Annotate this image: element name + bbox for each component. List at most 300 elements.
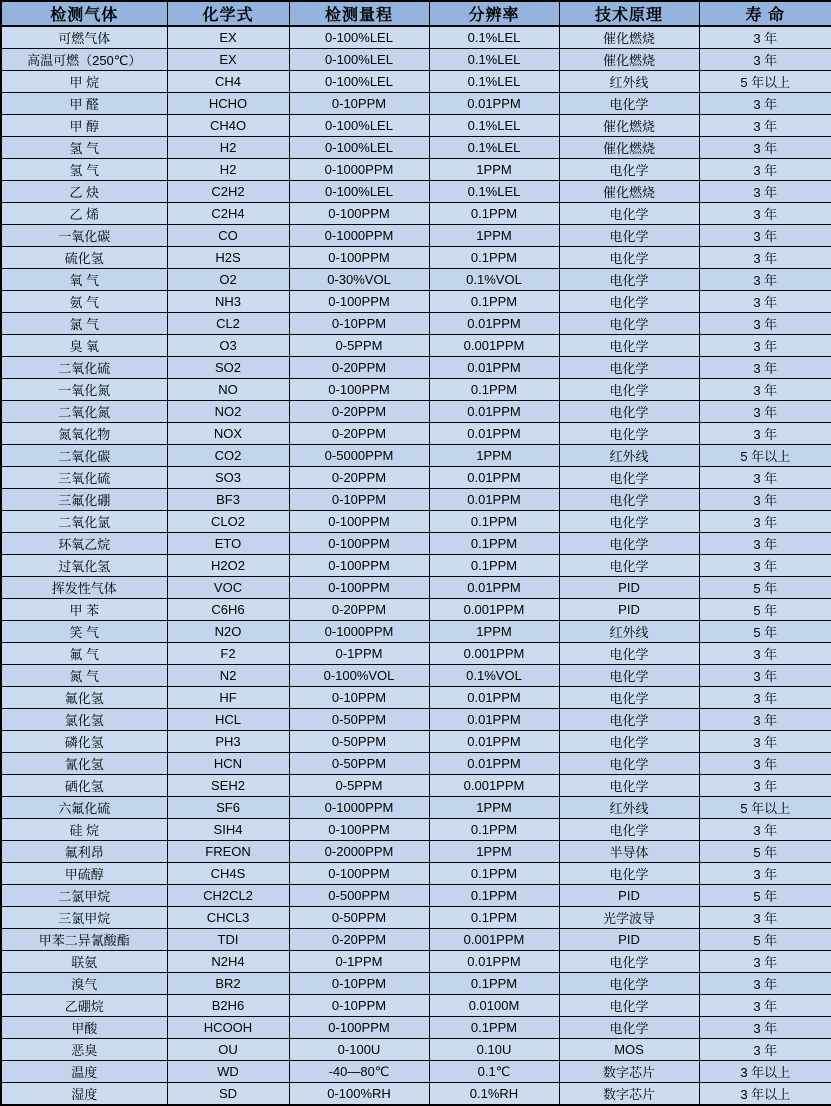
technical-principle-cell: 电化学 bbox=[559, 489, 699, 511]
gas-name-cell: 溴气 bbox=[1, 973, 167, 995]
resolution-cell: 0.001PPM bbox=[429, 775, 559, 797]
detection-range-cell: 0-10PPM bbox=[289, 687, 429, 709]
chemical-formula-cell: CL2 bbox=[167, 313, 289, 335]
detection-range-cell: 0-10PPM bbox=[289, 93, 429, 115]
table-row bbox=[1, 1017, 831, 1039]
chemical-formula-cell: N2 bbox=[167, 665, 289, 687]
chemical-formula-cell: NO bbox=[167, 379, 289, 401]
chemical-formula-cell: CLO2 bbox=[167, 511, 289, 533]
technical-principle-cell: 数字芯片 bbox=[559, 1083, 699, 1106]
technical-principle-cell: 红外线 bbox=[559, 797, 699, 819]
chemical-formula-cell: O2 bbox=[167, 269, 289, 291]
lifespan-cell: 3 年 bbox=[699, 247, 831, 269]
chemical-formula-cell: ETO bbox=[167, 533, 289, 555]
chemical-formula-cell: CO bbox=[167, 225, 289, 247]
table-row bbox=[1, 467, 831, 489]
chemical-formula-cell: FREON bbox=[167, 841, 289, 863]
chemical-formula-cell: SIH4 bbox=[167, 819, 289, 841]
detection-range-cell: 0-1000PPM bbox=[289, 797, 429, 819]
resolution-cell: 0.1%LEL bbox=[429, 49, 559, 71]
resolution-cell: 0.1%VOL bbox=[429, 269, 559, 291]
header-lifespan: 寿 命 bbox=[699, 1, 831, 26]
table-row bbox=[1, 819, 831, 841]
chemical-formula-cell: CHCL3 bbox=[167, 907, 289, 929]
table-header bbox=[1, 1, 831, 26]
resolution-cell: 0.1PPM bbox=[429, 885, 559, 907]
table-row bbox=[1, 621, 831, 643]
detection-range-cell: 0-20PPM bbox=[289, 423, 429, 445]
table-row bbox=[1, 115, 831, 137]
gas-name-cell: 甲 苯 bbox=[1, 599, 167, 621]
resolution-cell: 0.1PPM bbox=[429, 247, 559, 269]
lifespan-cell: 3 年 bbox=[699, 269, 831, 291]
table-row bbox=[1, 995, 831, 1017]
technical-principle-cell: 电化学 bbox=[559, 863, 699, 885]
chemical-formula-cell: HCHO bbox=[167, 93, 289, 115]
resolution-cell: 0.1%LEL bbox=[429, 181, 559, 203]
technical-principle-cell: 催化燃烧 bbox=[559, 49, 699, 71]
resolution-cell: 0.001PPM bbox=[429, 643, 559, 665]
table-row bbox=[1, 841, 831, 863]
lifespan-cell: 3 年 bbox=[699, 753, 831, 775]
resolution-cell: 0.001PPM bbox=[429, 929, 559, 951]
detection-range-cell: 0-100PPM bbox=[289, 291, 429, 313]
technical-principle-cell: 电化学 bbox=[559, 731, 699, 753]
lifespan-cell: 3 年 bbox=[699, 555, 831, 577]
chemical-formula-cell: CH2CL2 bbox=[167, 885, 289, 907]
lifespan-cell: 3 年 bbox=[699, 951, 831, 973]
technical-principle-cell: 电化学 bbox=[559, 313, 699, 335]
resolution-cell: 0.1%LEL bbox=[429, 115, 559, 137]
chemical-formula-cell: WD bbox=[167, 1061, 289, 1083]
gas-name-cell: 氯 气 bbox=[1, 313, 167, 335]
header-detection-range: 检测量程 bbox=[289, 1, 429, 26]
table-row bbox=[1, 401, 831, 423]
lifespan-cell: 3 年 bbox=[699, 907, 831, 929]
lifespan-cell: 5 年 bbox=[699, 885, 831, 907]
resolution-cell: 0.01PPM bbox=[429, 467, 559, 489]
lifespan-cell: 5 年 bbox=[699, 841, 831, 863]
table-row bbox=[1, 49, 831, 71]
detection-range-cell: 0-100PPM bbox=[289, 1017, 429, 1039]
chemical-formula-cell: SEH2 bbox=[167, 775, 289, 797]
lifespan-cell: 3 年 bbox=[699, 665, 831, 687]
gas-name-cell: 氨 气 bbox=[1, 291, 167, 313]
resolution-cell: 0.1PPM bbox=[429, 863, 559, 885]
chemical-formula-cell: NOX bbox=[167, 423, 289, 445]
technical-principle-cell: 电化学 bbox=[559, 951, 699, 973]
resolution-cell: 0.01PPM bbox=[429, 401, 559, 423]
resolution-cell: 0.1%LEL bbox=[429, 26, 559, 49]
header-row bbox=[1, 1, 831, 26]
chemical-formula-cell: O3 bbox=[167, 335, 289, 357]
technical-principle-cell: 半导体 bbox=[559, 841, 699, 863]
lifespan-cell: 3 年以上 bbox=[699, 1083, 831, 1106]
technical-principle-cell: 电化学 bbox=[559, 775, 699, 797]
detection-range-cell: 0-10PPM bbox=[289, 489, 429, 511]
technical-principle-cell: 电化学 bbox=[559, 379, 699, 401]
technical-principle-cell: 红外线 bbox=[559, 71, 699, 93]
lifespan-cell: 3 年 bbox=[699, 115, 831, 137]
chemical-formula-cell: SO2 bbox=[167, 357, 289, 379]
chemical-formula-cell: CH4O bbox=[167, 115, 289, 137]
resolution-cell: 0.01PPM bbox=[429, 423, 559, 445]
lifespan-cell: 3 年 bbox=[699, 687, 831, 709]
gas-name-cell: 二氧化碳 bbox=[1, 445, 167, 467]
gas-name-cell: 氯化氢 bbox=[1, 709, 167, 731]
gas-name-cell: 氟化氢 bbox=[1, 687, 167, 709]
table-row bbox=[1, 753, 831, 775]
resolution-cell: 0.001PPM bbox=[429, 335, 559, 357]
detection-range-cell: 0-5PPM bbox=[289, 335, 429, 357]
table-row bbox=[1, 313, 831, 335]
technical-principle-cell: 数字芯片 bbox=[559, 1061, 699, 1083]
table-row bbox=[1, 291, 831, 313]
detection-range-cell: 0-20PPM bbox=[289, 467, 429, 489]
resolution-cell: 0.1PPM bbox=[429, 291, 559, 313]
gas-name-cell: 二氧化氮 bbox=[1, 401, 167, 423]
detection-range-cell: 0-100%LEL bbox=[289, 181, 429, 203]
table-row bbox=[1, 555, 831, 577]
header-technical-principle: 技术原理 bbox=[559, 1, 699, 26]
detection-range-cell: 0-1PPM bbox=[289, 643, 429, 665]
table-row bbox=[1, 445, 831, 467]
detection-range-cell: 0-100PPM bbox=[289, 819, 429, 841]
chemical-formula-cell: BR2 bbox=[167, 973, 289, 995]
chemical-formula-cell: N2O bbox=[167, 621, 289, 643]
detection-range-cell: 0-100%LEL bbox=[289, 26, 429, 49]
resolution-cell: 0.01PPM bbox=[429, 357, 559, 379]
gas-name-cell: 湿度 bbox=[1, 1083, 167, 1106]
detection-range-cell: 0-100PPM bbox=[289, 555, 429, 577]
table-row bbox=[1, 26, 831, 49]
detection-range-cell: 0-1000PPM bbox=[289, 225, 429, 247]
chemical-formula-cell: C6H6 bbox=[167, 599, 289, 621]
gas-name-cell: 二氧化硫 bbox=[1, 357, 167, 379]
detection-range-cell: 0-100%LEL bbox=[289, 71, 429, 93]
detection-range-cell: 0-100PPM bbox=[289, 863, 429, 885]
table-row bbox=[1, 797, 831, 819]
gas-name-cell: 三氧化硫 bbox=[1, 467, 167, 489]
resolution-cell: 0.01PPM bbox=[429, 687, 559, 709]
lifespan-cell: 5 年 bbox=[699, 577, 831, 599]
lifespan-cell: 3 年 bbox=[699, 401, 831, 423]
chemical-formula-cell: SO3 bbox=[167, 467, 289, 489]
table-row bbox=[1, 423, 831, 445]
lifespan-cell: 3 年 bbox=[699, 423, 831, 445]
table-row bbox=[1, 1061, 831, 1083]
chemical-formula-cell: H2O2 bbox=[167, 555, 289, 577]
technical-principle-cell: PID bbox=[559, 577, 699, 599]
resolution-cell: 0.01PPM bbox=[429, 951, 559, 973]
resolution-cell: 1PPM bbox=[429, 621, 559, 643]
resolution-cell: 0.01PPM bbox=[429, 313, 559, 335]
gas-name-cell: 甲 醇 bbox=[1, 115, 167, 137]
detection-range-cell: 0-100PPM bbox=[289, 247, 429, 269]
technical-principle-cell: 电化学 bbox=[559, 533, 699, 555]
technical-principle-cell: 电化学 bbox=[559, 467, 699, 489]
table-row bbox=[1, 731, 831, 753]
header-resolution: 分辨率 bbox=[429, 1, 559, 26]
lifespan-cell: 3 年 bbox=[699, 775, 831, 797]
technical-principle-cell: 电化学 bbox=[559, 665, 699, 687]
gas-name-cell: 可燃气体 bbox=[1, 26, 167, 49]
technical-principle-cell: 电化学 bbox=[559, 203, 699, 225]
lifespan-cell: 3 年 bbox=[699, 159, 831, 181]
chemical-formula-cell: HF bbox=[167, 687, 289, 709]
resolution-cell: 0.1PPM bbox=[429, 1017, 559, 1039]
resolution-cell: 0.1℃ bbox=[429, 1061, 559, 1083]
technical-principle-cell: 电化学 bbox=[559, 335, 699, 357]
detection-range-cell: 0-10PPM bbox=[289, 313, 429, 335]
table-row bbox=[1, 775, 831, 797]
lifespan-cell: 3 年 bbox=[699, 819, 831, 841]
lifespan-cell: 3 年 bbox=[699, 1017, 831, 1039]
table-row bbox=[1, 181, 831, 203]
chemical-formula-cell: CH4S bbox=[167, 863, 289, 885]
table-row bbox=[1, 643, 831, 665]
resolution-cell: 1PPM bbox=[429, 445, 559, 467]
resolution-cell: 0.10U bbox=[429, 1039, 559, 1061]
table-row bbox=[1, 379, 831, 401]
detection-range-cell: 0-100%LEL bbox=[289, 49, 429, 71]
detection-range-cell: 0-20PPM bbox=[289, 599, 429, 621]
resolution-cell: 0.1PPM bbox=[429, 819, 559, 841]
detection-range-cell: 0-100%LEL bbox=[289, 137, 429, 159]
table-row bbox=[1, 71, 831, 93]
technical-principle-cell: 电化学 bbox=[559, 291, 699, 313]
technical-principle-cell: 电化学 bbox=[559, 687, 699, 709]
lifespan-cell: 5 年以上 bbox=[699, 797, 831, 819]
table-row bbox=[1, 357, 831, 379]
resolution-cell: 1PPM bbox=[429, 225, 559, 247]
gas-name-cell: 乙硼烷 bbox=[1, 995, 167, 1017]
chemical-formula-cell: EX bbox=[167, 49, 289, 71]
technical-principle-cell: PID bbox=[559, 885, 699, 907]
detection-range-cell: -40—80℃ bbox=[289, 1061, 429, 1083]
detection-range-cell: 0-30%VOL bbox=[289, 269, 429, 291]
chemical-formula-cell: SD bbox=[167, 1083, 289, 1106]
chemical-formula-cell: OU bbox=[167, 1039, 289, 1061]
gas-name-cell: 过氧化氢 bbox=[1, 555, 167, 577]
chemical-formula-cell: NH3 bbox=[167, 291, 289, 313]
technical-principle-cell: PID bbox=[559, 599, 699, 621]
table-row bbox=[1, 203, 831, 225]
detection-range-cell: 0-50PPM bbox=[289, 731, 429, 753]
resolution-cell: 0.0100M bbox=[429, 995, 559, 1017]
chemical-formula-cell: BF3 bbox=[167, 489, 289, 511]
chemical-formula-cell: HCN bbox=[167, 753, 289, 775]
gas-name-cell: 甲 烷 bbox=[1, 71, 167, 93]
resolution-cell: 0.01PPM bbox=[429, 709, 559, 731]
technical-principle-cell: 电化学 bbox=[559, 753, 699, 775]
table-row bbox=[1, 247, 831, 269]
resolution-cell: 0.1%LEL bbox=[429, 137, 559, 159]
lifespan-cell: 3 年 bbox=[699, 26, 831, 49]
detection-range-cell: 0-50PPM bbox=[289, 907, 429, 929]
resolution-cell: 0.1PPM bbox=[429, 973, 559, 995]
technical-principle-cell: 电化学 bbox=[559, 643, 699, 665]
technical-principle-cell: 红外线 bbox=[559, 621, 699, 643]
gas-name-cell: 二氧化氯 bbox=[1, 511, 167, 533]
detection-range-cell: 0-1000PPM bbox=[289, 621, 429, 643]
detection-range-cell: 0-10PPM bbox=[289, 973, 429, 995]
table-row bbox=[1, 577, 831, 599]
gas-name-cell: 氟 气 bbox=[1, 643, 167, 665]
resolution-cell: 1PPM bbox=[429, 159, 559, 181]
lifespan-cell: 5 年 bbox=[699, 599, 831, 621]
lifespan-cell: 3 年 bbox=[699, 511, 831, 533]
gas-name-cell: 联氨 bbox=[1, 951, 167, 973]
table-row bbox=[1, 885, 831, 907]
table-row bbox=[1, 1083, 831, 1106]
resolution-cell: 0.01PPM bbox=[429, 93, 559, 115]
lifespan-cell: 3 年 bbox=[699, 533, 831, 555]
resolution-cell: 1PPM bbox=[429, 841, 559, 863]
resolution-cell: 0.01PPM bbox=[429, 577, 559, 599]
lifespan-cell: 3 年 bbox=[699, 313, 831, 335]
technical-principle-cell: 电化学 bbox=[559, 423, 699, 445]
table-row bbox=[1, 863, 831, 885]
chemical-formula-cell: F2 bbox=[167, 643, 289, 665]
lifespan-cell: 3 年 bbox=[699, 93, 831, 115]
gas-name-cell: 氢 气 bbox=[1, 159, 167, 181]
technical-principle-cell: 光学波导 bbox=[559, 907, 699, 929]
lifespan-cell: 3 年 bbox=[699, 643, 831, 665]
technical-principle-cell: 电化学 bbox=[559, 995, 699, 1017]
detection-range-cell: 0-100PPM bbox=[289, 511, 429, 533]
table-row bbox=[1, 159, 831, 181]
table-row bbox=[1, 335, 831, 357]
table-row bbox=[1, 951, 831, 973]
resolution-cell: 0.1PPM bbox=[429, 533, 559, 555]
technical-principle-cell: 电化学 bbox=[559, 819, 699, 841]
technical-principle-cell: 催化燃烧 bbox=[559, 181, 699, 203]
technical-principle-cell: 电化学 bbox=[559, 225, 699, 247]
gas-name-cell: 笑 气 bbox=[1, 621, 167, 643]
table-row bbox=[1, 511, 831, 533]
table-row bbox=[1, 489, 831, 511]
technical-principle-cell: 电化学 bbox=[559, 159, 699, 181]
technical-principle-cell: 电化学 bbox=[559, 93, 699, 115]
header-gas-name: 检测气体 bbox=[1, 1, 167, 26]
gas-name-cell: 氮 气 bbox=[1, 665, 167, 687]
resolution-cell: 0.1PPM bbox=[429, 555, 559, 577]
chemical-formula-cell: HCOOH bbox=[167, 1017, 289, 1039]
detection-range-cell: 0-10PPM bbox=[289, 995, 429, 1017]
resolution-cell: 0.1PPM bbox=[429, 511, 559, 533]
table-row bbox=[1, 687, 831, 709]
gas-name-cell: 甲 醛 bbox=[1, 93, 167, 115]
gas-name-cell: 氮氧化物 bbox=[1, 423, 167, 445]
resolution-cell: 0.1%RH bbox=[429, 1083, 559, 1106]
resolution-cell: 0.1PPM bbox=[429, 203, 559, 225]
lifespan-cell: 3 年 bbox=[699, 995, 831, 1017]
gas-name-cell: 温度 bbox=[1, 1061, 167, 1083]
resolution-cell: 0.001PPM bbox=[429, 599, 559, 621]
technical-principle-cell: 电化学 bbox=[559, 555, 699, 577]
detection-range-cell: 0-1PPM bbox=[289, 951, 429, 973]
technical-principle-cell: PID bbox=[559, 929, 699, 951]
resolution-cell: 0.01PPM bbox=[429, 731, 559, 753]
table-row bbox=[1, 907, 831, 929]
chemical-formula-cell: EX bbox=[167, 26, 289, 49]
table-row bbox=[1, 973, 831, 995]
detection-range-cell: 0-20PPM bbox=[289, 929, 429, 951]
detection-range-cell: 0-2000PPM bbox=[289, 841, 429, 863]
technical-principle-cell: 电化学 bbox=[559, 511, 699, 533]
technical-principle-cell: 催化燃烧 bbox=[559, 115, 699, 137]
chemical-formula-cell: CO2 bbox=[167, 445, 289, 467]
gas-name-cell: 一氧化氮 bbox=[1, 379, 167, 401]
gas-name-cell: 氢 气 bbox=[1, 137, 167, 159]
lifespan-cell: 3 年 bbox=[699, 335, 831, 357]
gas-name-cell: 环氧乙烷 bbox=[1, 533, 167, 555]
lifespan-cell: 3 年 bbox=[699, 137, 831, 159]
lifespan-cell: 3 年 bbox=[699, 1039, 831, 1061]
lifespan-cell: 5 年以上 bbox=[699, 445, 831, 467]
gas-name-cell: 六氟化硫 bbox=[1, 797, 167, 819]
resolution-cell: 0.01PPM bbox=[429, 753, 559, 775]
table-row bbox=[1, 93, 831, 115]
gas-name-cell: 乙 烯 bbox=[1, 203, 167, 225]
table-row bbox=[1, 225, 831, 247]
detection-range-cell: 0-100PPM bbox=[289, 379, 429, 401]
chemical-formula-cell: NO2 bbox=[167, 401, 289, 423]
detection-range-cell: 0-100PPM bbox=[289, 577, 429, 599]
technical-principle-cell: 电化学 bbox=[559, 269, 699, 291]
chemical-formula-cell: SF6 bbox=[167, 797, 289, 819]
detection-range-cell: 0-20PPM bbox=[289, 357, 429, 379]
lifespan-cell: 3 年以上 bbox=[699, 1061, 831, 1083]
detection-range-cell: 0-100PPM bbox=[289, 203, 429, 225]
gas-name-cell: 磷化氢 bbox=[1, 731, 167, 753]
gas-name-cell: 臭 氧 bbox=[1, 335, 167, 357]
detection-range-cell: 0-100%LEL bbox=[289, 115, 429, 137]
technical-principle-cell: 电化学 bbox=[559, 247, 699, 269]
resolution-cell: 0.1%LEL bbox=[429, 71, 559, 93]
lifespan-cell: 3 年 bbox=[699, 379, 831, 401]
technical-principle-cell: 红外线 bbox=[559, 445, 699, 467]
detection-range-cell: 0-100%VOL bbox=[289, 665, 429, 687]
technical-principle-cell: 电化学 bbox=[559, 401, 699, 423]
detection-range-cell: 0-50PPM bbox=[289, 753, 429, 775]
gas-name-cell: 硅 烷 bbox=[1, 819, 167, 841]
resolution-cell: 0.1PPM bbox=[429, 907, 559, 929]
gas-name-cell: 乙 炔 bbox=[1, 181, 167, 203]
table-row bbox=[1, 533, 831, 555]
table-row bbox=[1, 665, 831, 687]
detection-range-cell: 0-100U bbox=[289, 1039, 429, 1061]
lifespan-cell: 3 年 bbox=[699, 467, 831, 489]
gas-name-cell: 恶臭 bbox=[1, 1039, 167, 1061]
technical-principle-cell: 催化燃烧 bbox=[559, 137, 699, 159]
gas-name-cell: 硒化氢 bbox=[1, 775, 167, 797]
lifespan-cell: 3 年 bbox=[699, 225, 831, 247]
chemical-formula-cell: H2 bbox=[167, 159, 289, 181]
lifespan-cell: 5 年 bbox=[699, 929, 831, 951]
gas-name-cell: 二氯甲烷 bbox=[1, 885, 167, 907]
chemical-formula-cell: PH3 bbox=[167, 731, 289, 753]
lifespan-cell: 5 年 bbox=[699, 621, 831, 643]
lifespan-cell: 3 年 bbox=[699, 973, 831, 995]
gas-name-cell: 氧 气 bbox=[1, 269, 167, 291]
gas-name-cell: 甲苯二异氰酸酯 bbox=[1, 929, 167, 951]
detection-range-cell: 0-100%RH bbox=[289, 1083, 429, 1106]
chemical-formula-cell: HCL bbox=[167, 709, 289, 731]
lifespan-cell: 3 年 bbox=[699, 709, 831, 731]
gas-name-cell: 甲硫醇 bbox=[1, 863, 167, 885]
